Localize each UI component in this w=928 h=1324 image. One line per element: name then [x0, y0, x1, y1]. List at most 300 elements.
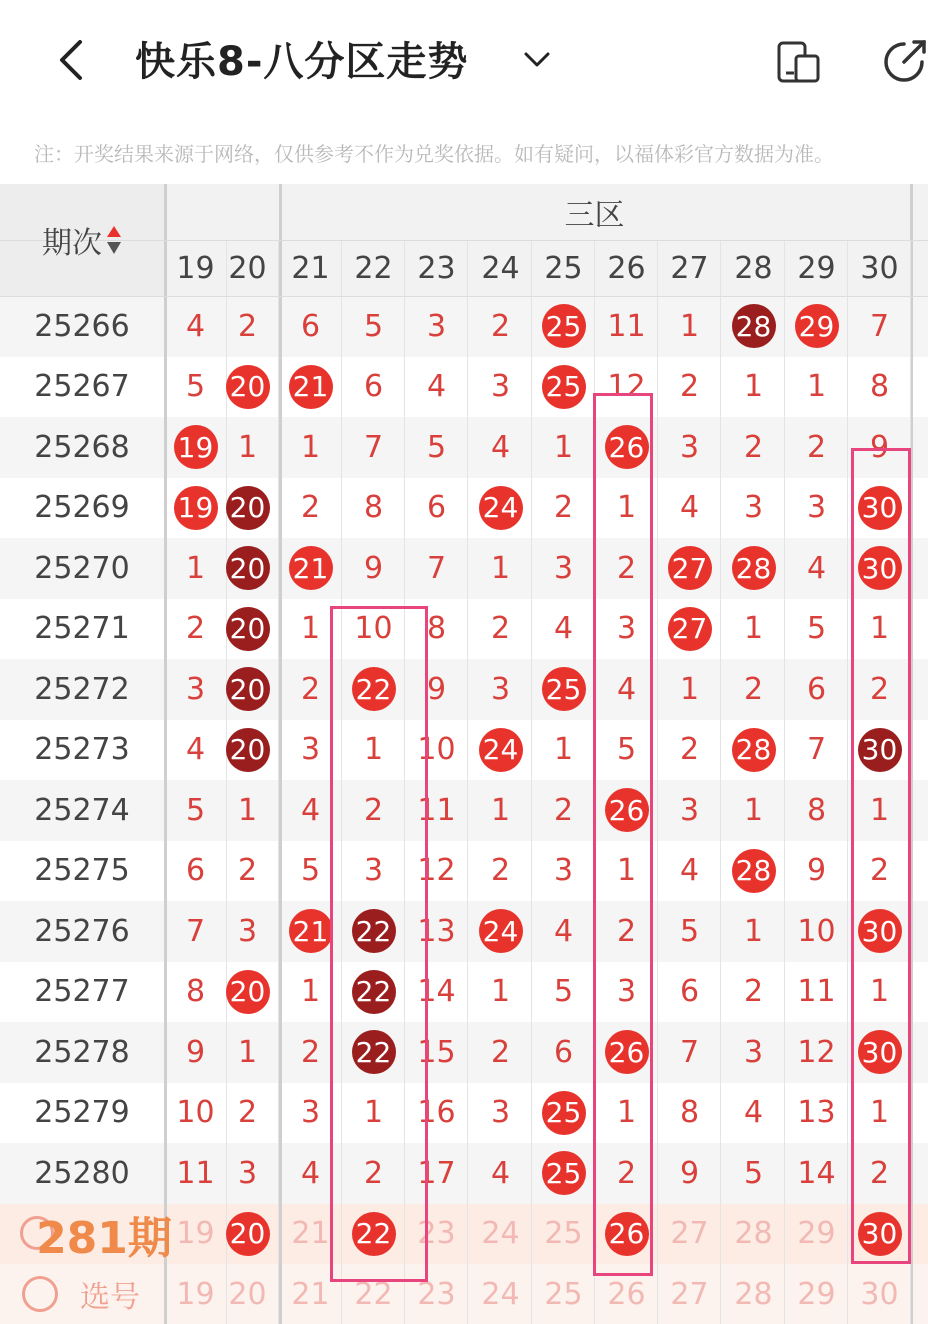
period-number: 25271: [34, 611, 130, 647]
miss-count: 1: [679, 308, 700, 344]
table-cell: [658, 1143, 721, 1204]
miss-count: 10: [797, 913, 836, 949]
highlight-box: [330, 606, 428, 1282]
predict-cell[interactable]: [216, 1204, 279, 1265]
miss-count: 23: [417, 1216, 456, 1252]
table-cell: [532, 901, 595, 962]
table-cell: [722, 659, 785, 720]
table-cell: [279, 417, 342, 478]
miss-count: 11: [176, 1155, 215, 1191]
table-cell: [658, 901, 721, 962]
table-cell: [469, 1022, 532, 1083]
period-number: 25276: [34, 913, 130, 949]
table-cell: [785, 599, 848, 660]
miss-count: 13: [797, 1095, 836, 1131]
miss-count: 16: [417, 1095, 456, 1131]
table-cell: [405, 296, 468, 357]
table-cell: [405, 417, 468, 478]
miss-count: 3: [743, 490, 764, 526]
miss-count: 1: [185, 550, 206, 586]
miss-count: 4: [553, 611, 574, 647]
radio-button[interactable]: [22, 1276, 58, 1312]
hit-ball: 29: [795, 304, 839, 348]
period-number: 25277: [34, 974, 130, 1010]
miss-count: 27: [670, 1216, 709, 1252]
period-cell: [0, 1022, 164, 1083]
miss-count: 21: [291, 1216, 330, 1252]
select-cell[interactable]: [848, 1264, 911, 1324]
hit-ball: 28: [732, 728, 776, 772]
predict-period-cell: [0, 1204, 172, 1265]
period-cell: [0, 659, 164, 720]
table-cell: [722, 780, 785, 841]
device-switch-icon[interactable]: [776, 40, 822, 84]
miss-count: 2: [679, 732, 700, 768]
miss-count: 1: [490, 550, 511, 586]
miss-count: 1: [869, 974, 890, 1010]
table-cell: [469, 659, 532, 720]
period-number: 25268: [34, 429, 130, 465]
miss-count: 8: [426, 611, 447, 647]
table-cell: [785, 901, 848, 962]
table-cell: [532, 478, 595, 539]
period-cell: [0, 962, 164, 1023]
miss-count: 3: [300, 732, 321, 768]
miss-count: 8: [363, 490, 384, 526]
select-label: 选号: [80, 1280, 140, 1316]
miss-count: 19: [176, 1216, 215, 1252]
hit-ball: 30: [858, 546, 902, 590]
miss-count: 8: [679, 1095, 700, 1131]
miss-count: 3: [679, 792, 700, 828]
table-cell: [785, 296, 848, 357]
miss-count: 3: [426, 308, 447, 344]
predict-cell[interactable]: [532, 1204, 595, 1265]
hit-ball-dark: 22: [352, 970, 396, 1014]
table-cell: [532, 962, 595, 1023]
table-cell: [722, 962, 785, 1023]
miss-count: 3: [743, 1034, 764, 1070]
back-arrow-icon[interactable]: [52, 38, 96, 82]
period-cell: [0, 1083, 164, 1144]
hit-ball-dark: 20: [226, 607, 270, 651]
select-number: 22: [354, 1276, 393, 1312]
miss-count: 5: [806, 611, 827, 647]
miss-count: 5: [363, 308, 384, 344]
miss-count: 3: [679, 429, 700, 465]
hit-ball: 30: [858, 1212, 902, 1256]
miss-count: 4: [300, 792, 321, 828]
hit-ball: 27: [668, 607, 712, 651]
miss-count: 3: [490, 1095, 511, 1131]
miss-count: 12: [797, 1034, 836, 1070]
miss-count: 8: [185, 974, 206, 1010]
table-cell: [785, 841, 848, 902]
miss-count: 1: [679, 671, 700, 707]
hit-ball: 21: [289, 365, 333, 409]
table-cell: [216, 901, 279, 962]
period-number: 25269: [34, 490, 130, 526]
table-cell: [342, 538, 405, 599]
table-cell: [532, 720, 595, 781]
miss-count: 1: [363, 732, 384, 768]
hit-ball: 27: [668, 546, 712, 590]
table-cell: [722, 538, 785, 599]
miss-count: 6: [553, 1034, 574, 1070]
table-cell: [469, 296, 532, 357]
miss-count: 1: [743, 611, 764, 647]
table-cell: [216, 1143, 279, 1204]
miss-count: 1: [743, 792, 764, 828]
column-header-label: 23: [417, 250, 456, 286]
table-cell: [405, 538, 468, 599]
table-cell: [469, 780, 532, 841]
miss-count: 2: [743, 974, 764, 1010]
miss-count: 29: [797, 1216, 836, 1252]
period-number: 25280: [34, 1155, 130, 1191]
table-cell: [722, 841, 785, 902]
zone-label-text: 三区: [564, 198, 625, 233]
select-cell[interactable]: [722, 1264, 785, 1324]
miss-count: 4: [185, 308, 206, 344]
table-cell: [532, 538, 595, 599]
predict-cell[interactable]: [785, 1204, 848, 1265]
miss-count: 3: [363, 853, 384, 889]
miss-count: 6: [363, 369, 384, 405]
table-cell: [785, 659, 848, 720]
period-number: 25270: [34, 550, 130, 586]
select-number: 27: [670, 1276, 709, 1312]
miss-count: 1: [743, 369, 764, 405]
miss-count: 8: [869, 369, 890, 405]
table-cell: [216, 478, 279, 539]
miss-count: 2: [743, 671, 764, 707]
table-cell: [722, 1022, 785, 1083]
sort-icon[interactable]: [106, 225, 122, 255]
hit-ball: 30: [858, 486, 902, 530]
miss-count: 5: [300, 853, 321, 889]
miss-count: 1: [300, 611, 321, 647]
miss-count: 3: [553, 550, 574, 586]
table-cell: [342, 296, 405, 357]
miss-count: 9: [869, 429, 890, 465]
hit-ball: 21: [289, 909, 333, 953]
miss-count: 2: [490, 853, 511, 889]
hit-ball: 19: [174, 486, 218, 530]
miss-count: 14: [797, 1155, 836, 1191]
miss-count: 7: [806, 732, 827, 768]
miss-count: 1: [616, 490, 637, 526]
table-cell: [722, 357, 785, 418]
table-cell: [785, 417, 848, 478]
miss-count: 1: [490, 974, 511, 1010]
miss-count: 4: [743, 1095, 764, 1131]
miss-count: 2: [806, 429, 827, 465]
miss-count: 4: [490, 429, 511, 465]
column-header: [279, 240, 342, 296]
column-header: [469, 240, 532, 296]
column-header-label: 19: [176, 250, 215, 286]
table-cell: [469, 901, 532, 962]
table-cell: [785, 1143, 848, 1204]
hit-ball: 26: [605, 1212, 649, 1256]
table-cell: [469, 599, 532, 660]
table-cell: [279, 296, 342, 357]
predict-cell[interactable]: [469, 1204, 532, 1265]
miss-count: 5: [616, 732, 637, 768]
period-cell: [0, 599, 164, 660]
hit-ball: 25: [542, 667, 586, 711]
column-header-label: 28: [734, 250, 773, 286]
miss-count: 2: [616, 913, 637, 949]
table-cell: [469, 538, 532, 599]
miss-count: 7: [363, 429, 384, 465]
predict-period-label: 281期: [36, 1212, 172, 1264]
table-cell: [532, 1022, 595, 1083]
period-number: 25267: [34, 369, 130, 405]
miss-count: 2: [869, 853, 890, 889]
miss-count: 10: [176, 1095, 215, 1131]
miss-count: 2: [490, 1034, 511, 1070]
miss-count: 1: [806, 369, 827, 405]
table-cell: [342, 478, 405, 539]
table-cell: [216, 357, 279, 418]
column-header-label: 27: [670, 250, 709, 286]
hit-ball: 20: [226, 1212, 270, 1256]
miss-count: 10: [354, 611, 393, 647]
table-cell: [469, 478, 532, 539]
miss-count: 4: [553, 913, 574, 949]
column-header-label: 25: [544, 250, 583, 286]
period-number: 25266: [34, 308, 130, 344]
select-cell[interactable]: [532, 1264, 595, 1324]
table-cell: [469, 962, 532, 1023]
select-cell[interactable]: [658, 1264, 721, 1324]
table-cell: [722, 720, 785, 781]
select-cell[interactable]: [469, 1264, 532, 1324]
miss-count: 2: [237, 308, 258, 344]
table-cell: [532, 417, 595, 478]
hit-ball: 19: [174, 425, 218, 469]
table-cell: [216, 962, 279, 1023]
table-cell: [785, 720, 848, 781]
table-cell: [848, 357, 911, 418]
miss-count: 4: [616, 671, 637, 707]
select-label-cell[interactable]: [0, 1264, 164, 1324]
miss-count: 2: [869, 1155, 890, 1191]
miss-count: 1: [616, 853, 637, 889]
miss-count: 10: [417, 732, 456, 768]
miss-count: 14: [417, 974, 456, 1010]
select-cell[interactable]: [216, 1264, 279, 1324]
table-cell: [722, 296, 785, 357]
select-number: 24: [481, 1276, 520, 1312]
table-cell: [658, 357, 721, 418]
miss-count: 12: [417, 853, 456, 889]
miss-count: 15: [417, 1034, 456, 1070]
select-number: 25: [544, 1276, 583, 1312]
miss-count: 4: [679, 853, 700, 889]
miss-count: 6: [300, 308, 321, 344]
miss-count: 3: [616, 974, 637, 1010]
miss-count: 8: [806, 792, 827, 828]
miss-count: 1: [869, 611, 890, 647]
column-header-label: 29: [797, 250, 836, 286]
miss-count: 6: [185, 853, 206, 889]
miss-count: 5: [679, 913, 700, 949]
miss-count: 24: [481, 1216, 520, 1252]
miss-count: 6: [679, 974, 700, 1010]
hit-ball: 28: [732, 546, 776, 590]
miss-count: 6: [806, 671, 827, 707]
zone-label: [279, 184, 910, 240]
hit-ball: 30: [858, 1030, 902, 1074]
table-cell: [216, 599, 279, 660]
table-cell: [658, 659, 721, 720]
table-cell: [658, 1022, 721, 1083]
select-number: 28: [734, 1276, 773, 1312]
miss-count: 9: [363, 550, 384, 586]
period-number: 25274: [34, 792, 130, 828]
miss-count: 2: [553, 792, 574, 828]
select-cell[interactable]: [785, 1264, 848, 1324]
app-header: [0, 0, 928, 120]
period-cell: [0, 478, 164, 539]
miss-count: 11: [797, 974, 836, 1010]
hit-ball: 30: [858, 909, 902, 953]
column-header: [658, 240, 721, 296]
chevron-down-icon[interactable]: [522, 44, 552, 74]
hit-ball-dark: 22: [352, 1030, 396, 1074]
hit-ball: 26: [605, 425, 649, 469]
column-header: [532, 240, 595, 296]
period-cell: [0, 720, 164, 781]
miss-count: 9: [185, 1034, 206, 1070]
period-header[interactable]: [0, 184, 164, 296]
table-cell: [785, 478, 848, 539]
predict-cell[interactable]: [658, 1204, 721, 1265]
select-number: 20: [228, 1276, 267, 1312]
miss-count: 2: [300, 671, 321, 707]
period-header-label: 期次: [42, 226, 102, 261]
table-cell: [532, 1083, 595, 1144]
table-cell: [658, 1083, 721, 1144]
hit-ball-dark: 20: [226, 667, 270, 711]
table-cell: [342, 357, 405, 418]
hit-ball: 25: [542, 304, 586, 348]
miss-count: 1: [363, 1095, 384, 1131]
miss-count: 1: [869, 792, 890, 828]
page-title[interactable]: 快乐8-八分区走势: [135, 39, 469, 85]
miss-count: 4: [185, 732, 206, 768]
column-header: [722, 240, 785, 296]
miss-count: 7: [185, 913, 206, 949]
hit-ball: 26: [605, 788, 649, 832]
highlight-box: [593, 393, 653, 1276]
period-cell: [0, 841, 164, 902]
share-icon[interactable]: [880, 38, 928, 84]
miss-count: 2: [743, 429, 764, 465]
period-cell: [0, 417, 164, 478]
miss-count: 1: [300, 429, 321, 465]
miss-count: 1: [869, 1095, 890, 1131]
miss-count: 9: [426, 671, 447, 707]
table-cell: [405, 478, 468, 539]
period-cell: [0, 296, 164, 357]
select-number: 19: [176, 1276, 215, 1312]
column-header-label: 30: [860, 250, 899, 286]
select-number: 23: [417, 1276, 456, 1312]
table-cell: [532, 841, 595, 902]
miss-count: 2: [363, 1155, 384, 1191]
predict-cell[interactable]: [722, 1204, 785, 1265]
table-cell: [469, 417, 532, 478]
table-cell: [658, 296, 721, 357]
table-cell: [342, 417, 405, 478]
miss-count: 2: [490, 308, 511, 344]
table-cell: [785, 1022, 848, 1083]
select-number: 29: [797, 1276, 836, 1312]
column-header: [595, 240, 658, 296]
miss-count: 2: [237, 853, 258, 889]
table-cell: [658, 720, 721, 781]
miss-count: 2: [237, 1095, 258, 1131]
miss-count: 7: [426, 550, 447, 586]
miss-count: 3: [300, 1095, 321, 1131]
hit-ball: 24: [479, 909, 523, 953]
period-number: 25275: [34, 853, 130, 889]
hit-ball-dark: 20: [226, 486, 270, 530]
miss-count: 2: [616, 550, 637, 586]
hit-ball: 25: [542, 365, 586, 409]
table-cell: [785, 962, 848, 1023]
table-cell: [532, 357, 595, 418]
table-cell: [658, 841, 721, 902]
table-cell: [469, 1083, 532, 1144]
miss-count: 2: [300, 1034, 321, 1070]
table-cell: [469, 1143, 532, 1204]
highlight-box: [851, 448, 911, 1264]
disclaimer-note: 注：开奖结果来源于网络，仅供参考不作为兑奖依据。如有疑问，以福体彩官方数据为准。: [34, 142, 834, 166]
miss-count: 2: [869, 671, 890, 707]
miss-count: 9: [679, 1155, 700, 1191]
table-cell: [469, 841, 532, 902]
miss-count: 4: [426, 369, 447, 405]
miss-count: 9: [806, 853, 827, 889]
table-cell: [658, 538, 721, 599]
hit-ball: 26: [605, 1030, 649, 1074]
miss-count: 1: [300, 974, 321, 1010]
miss-count: 1: [616, 1095, 637, 1131]
table-cell: [216, 780, 279, 841]
table-cell: [658, 478, 721, 539]
miss-count: 3: [185, 671, 206, 707]
column-header-label: 26: [607, 250, 646, 286]
miss-count: 2: [679, 369, 700, 405]
table-cell: [279, 357, 342, 418]
table-cell: [469, 357, 532, 418]
hit-ball: 25: [542, 1091, 586, 1135]
miss-count: 4: [490, 1155, 511, 1191]
table-cell: [722, 599, 785, 660]
table-cell: [532, 780, 595, 841]
hit-ball-dark: 20: [226, 546, 270, 590]
miss-count: 1: [490, 792, 511, 828]
miss-count: 3: [490, 369, 511, 405]
miss-count: 4: [679, 490, 700, 526]
table-cell: [216, 720, 279, 781]
miss-count: 2: [490, 611, 511, 647]
